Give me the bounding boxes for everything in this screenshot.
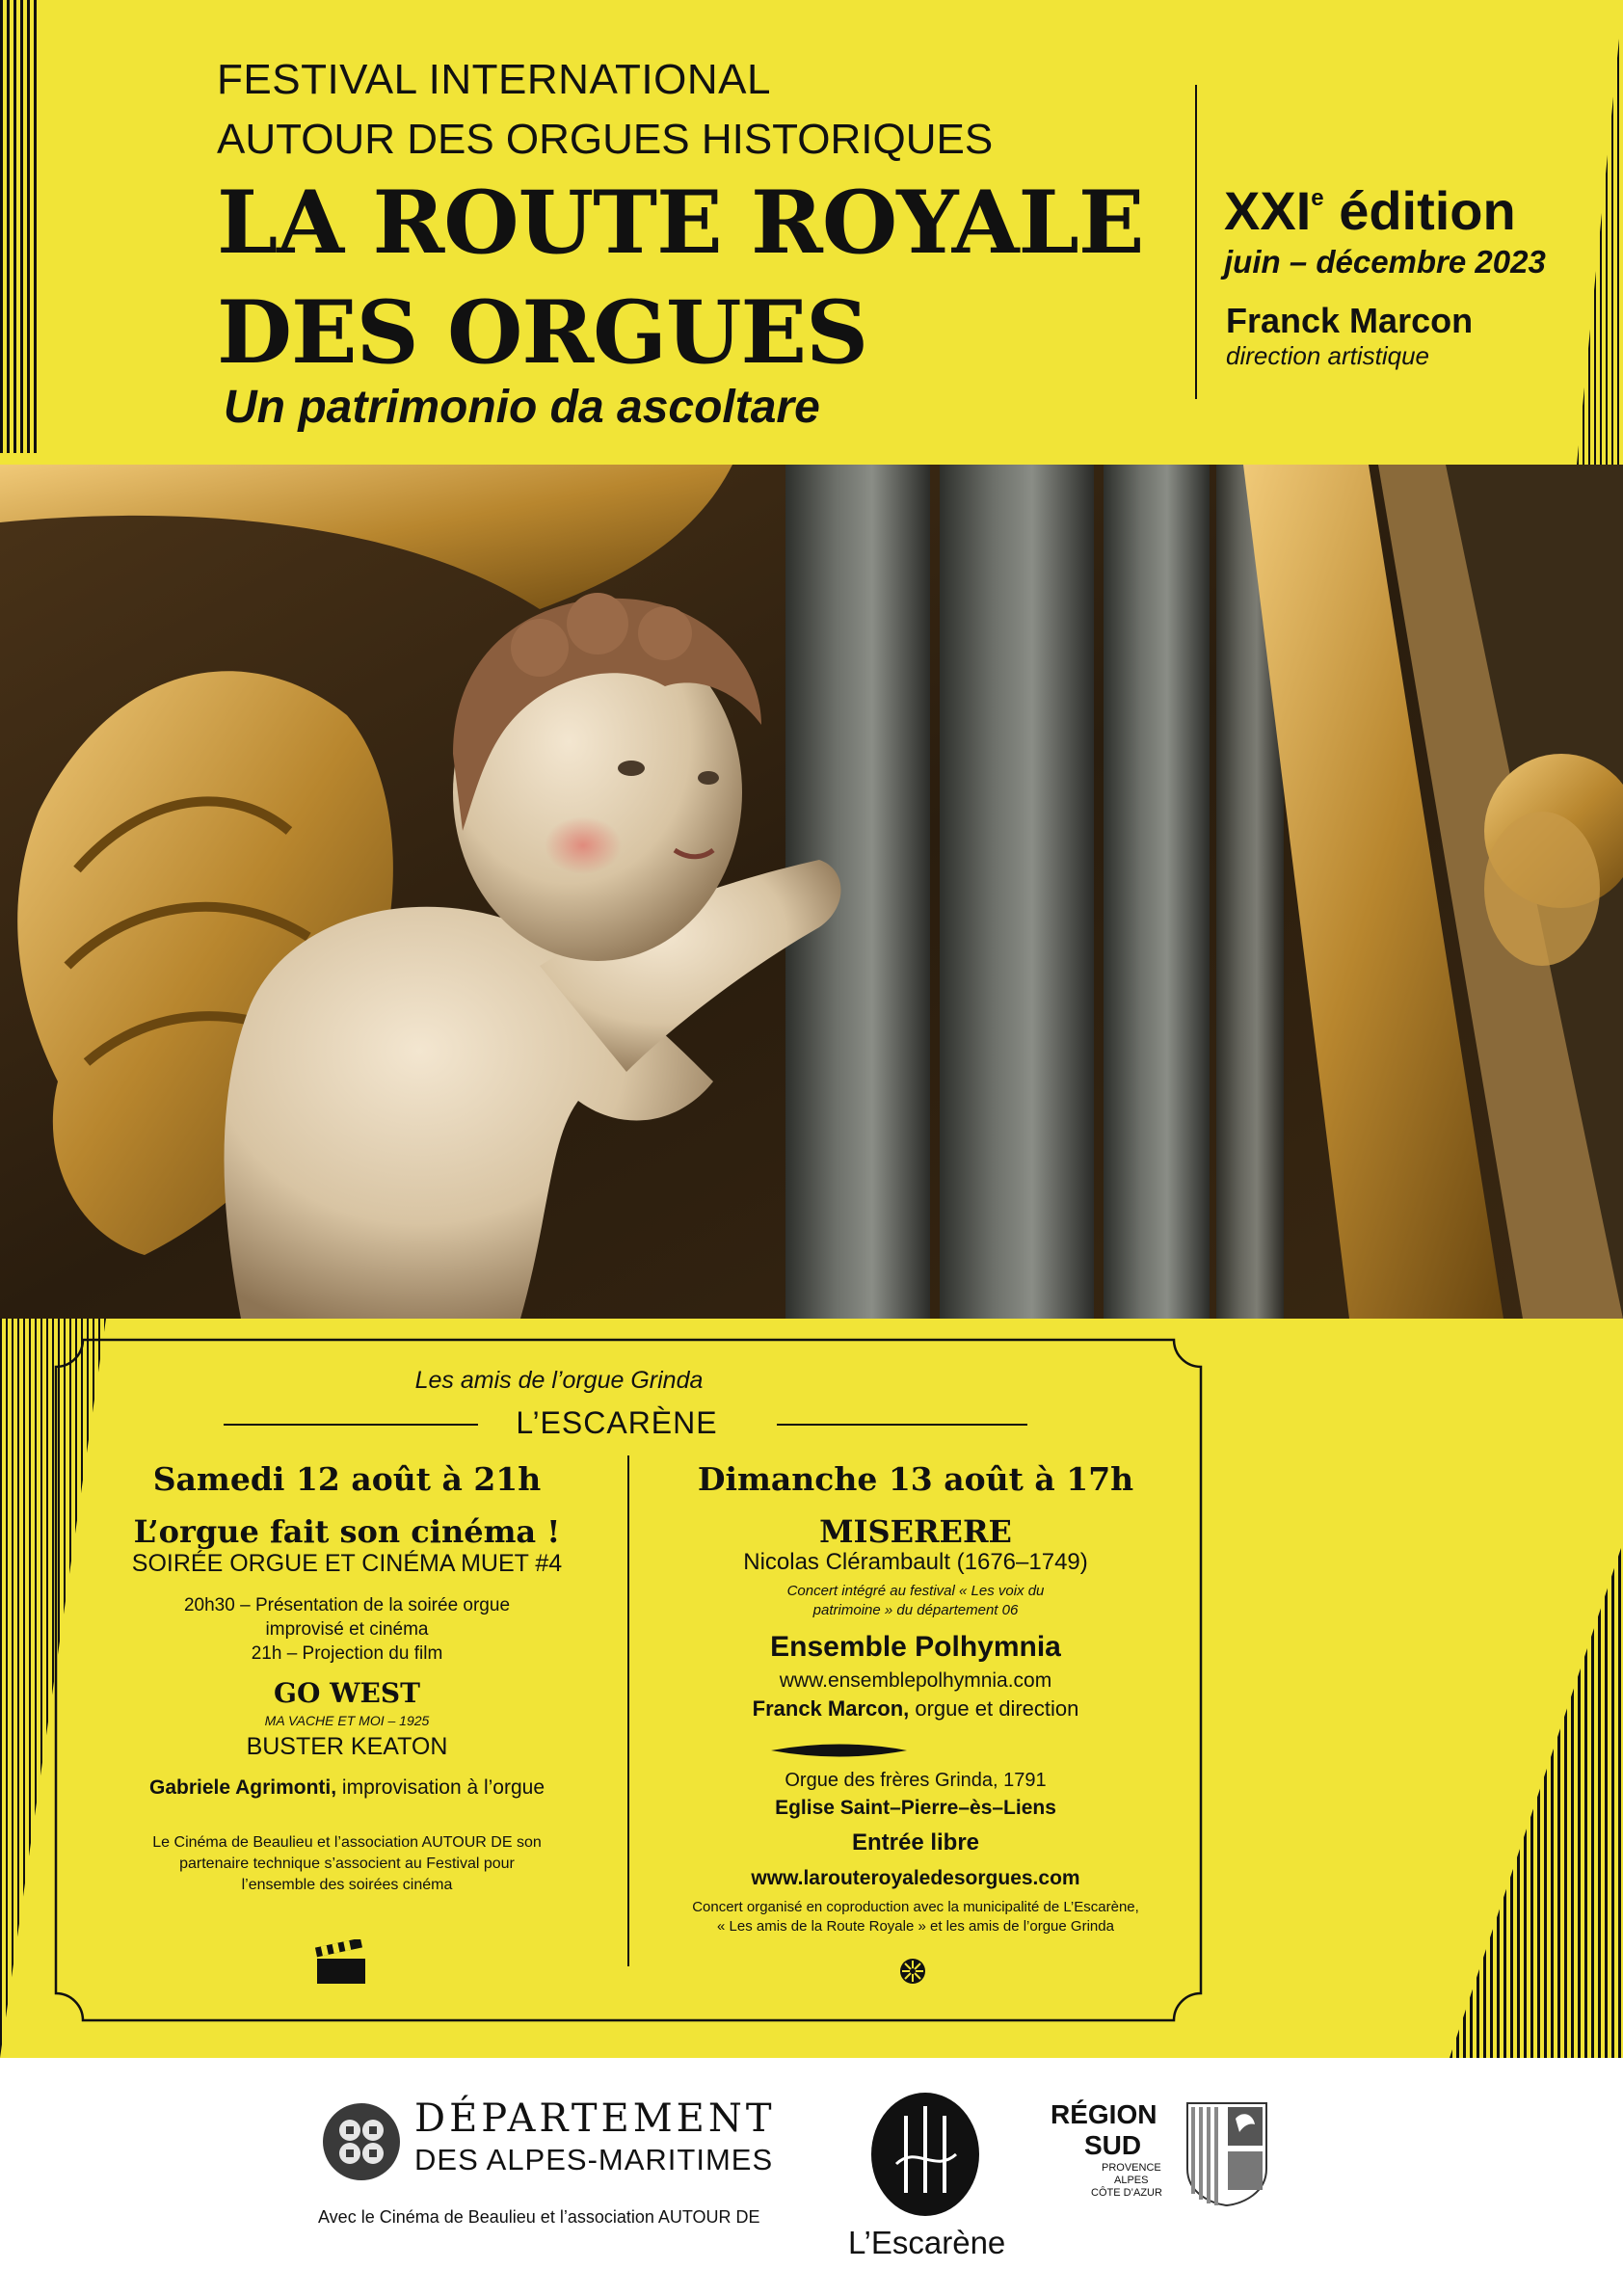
concert1-program-line: 20h30 – Présentation de la soirée orgue: [183, 1595, 511, 1615]
main-title-line-2: DES ORGUES: [217, 281, 868, 384]
concert1-program-line: improvisé et cinéma: [265, 1619, 429, 1640]
concert2-title: MISERERE: [819, 1513, 1012, 1550]
region-crest-icon: [1185, 2101, 1268, 2207]
festival-line-2: AUTOUR DES ORGUES HISTORIQUES: [217, 116, 994, 163]
region-name-line-4: ALPES: [1114, 2175, 1149, 2186]
performer-name: Gabriele Agrimonti,: [148, 1776, 337, 1799]
partners-text: Avec le Cinéma de Beaulieu et l’association AUTOUR DE: [318, 2207, 760, 2227]
region-name-line-5: CÔTE D’AZUR: [1091, 2187, 1162, 2199]
concert1-program-line: 21h – Projection du film: [251, 1643, 443, 1664]
edition-word: édition: [1339, 180, 1516, 241]
festival-dates: juin – décembre 2023: [1224, 244, 1546, 280]
coproduction-note: Concert organisé en coproduction avec la municipalité de L’Escarène,: [692, 1899, 1139, 1915]
concert1-title: L’orgue fait son cinéma !: [133, 1513, 561, 1550]
rosette-icon: [898, 1957, 927, 1986]
cinema-partner-note: Le Cinéma de Beaulieu et l’association AUTOUR DE son: [152, 1834, 542, 1851]
festival-line-1: FESTIVAL INTERNATIONAL: [217, 56, 771, 103]
direction-name: Franck Marcon,: [752, 1696, 910, 1721]
concert1-date: Samedi 12 août à 21h: [152, 1460, 542, 1498]
column-divider: [627, 1455, 629, 1966]
composer: Nicolas Clérambault (1676–1749): [743, 1549, 1088, 1575]
clapperboard-icon: [313, 1939, 369, 1986]
film-title: GO WEST: [274, 1677, 420, 1709]
church-name: Eglise Saint–Pierre–ès–Liens: [775, 1797, 1056, 1819]
festival-note: Concert intégré au festival « Les voix du: [786, 1583, 1045, 1599]
entry-info: Entrée libre: [851, 1829, 980, 1855]
edition-number: XXI: [1224, 180, 1312, 241]
film-director: BUSTER KEATON: [246, 1733, 448, 1760]
town-name: L’ESCARÈNE: [516, 1405, 718, 1440]
cinema-partner-note: partenaire technique s’associent au Festival pour: [179, 1855, 515, 1872]
concert2-date: Dimanche 13 août à 17h: [697, 1460, 1134, 1498]
stripes-decoration-top-left: [0, 0, 39, 453]
ensemble-website-link[interactable]: www.ensemblepolhymnia.com: [779, 1669, 1052, 1692]
artistic-director-name: Franck Marcon: [1226, 301, 1474, 340]
organ-cherub-photo: [0, 465, 1623, 1319]
ensemble-name: Ensemble Polhymnia: [770, 1631, 1061, 1663]
concert1-subtitle: SOIRÉE ORGUE ET CINÉMA MUET #4: [131, 1550, 563, 1577]
concert1-performer: [96, 1776, 598, 1800]
region-name-line-1: RÉGION: [1051, 2099, 1157, 2129]
edition-label: [1224, 179, 1516, 242]
performer-role: improvisation à l’orgue: [336, 1776, 545, 1799]
subtitle: Un patrimonio da ascoltare: [224, 382, 820, 433]
edition-suffix: e: [1311, 185, 1324, 211]
header-divider: [1195, 85, 1197, 399]
organ-cherub-illustration: [0, 465, 1623, 1319]
department-name-line-1: DÉPARTEMENT: [414, 2096, 776, 2141]
department-name-line-2: DES ALPES-MARITIMES: [414, 2143, 774, 2176]
festival-note: patrimoine » du département 06: [812, 1602, 1019, 1618]
region-name-line-2: SUD: [1084, 2130, 1142, 2160]
cinema-partner-note: l’ensemble des soirées cinéma: [241, 1877, 453, 1893]
organ-info: Orgue des frères Grinda, 1791: [785, 1770, 1047, 1791]
coproduction-note: « Les amis de la Route Royale » et les amis de l’orgue Grinda: [717, 1918, 1114, 1935]
escarene-logo-icon: [867, 2087, 983, 2217]
concert2-direction: [665, 1696, 1166, 1722]
region-name-line-3: PROVENCE: [1102, 2162, 1161, 2174]
association-name: Les amis de l’orgue Grinda: [414, 1367, 704, 1394]
festival-website-link[interactable]: www.larouteroyaledesorgues.com: [751, 1867, 1080, 1889]
direction-role: orgue et direction: [909, 1696, 1079, 1721]
escarene-logo-text: L’Escarène: [848, 2225, 1006, 2260]
department-logo-icon: [321, 2101, 402, 2182]
film-subtitle: MA VACHE ET MOI – 1925: [264, 1713, 430, 1728]
artistic-director-role: direction artistique: [1226, 341, 1429, 370]
main-title-line-1: LA ROUTE ROYALE: [217, 172, 1144, 274]
